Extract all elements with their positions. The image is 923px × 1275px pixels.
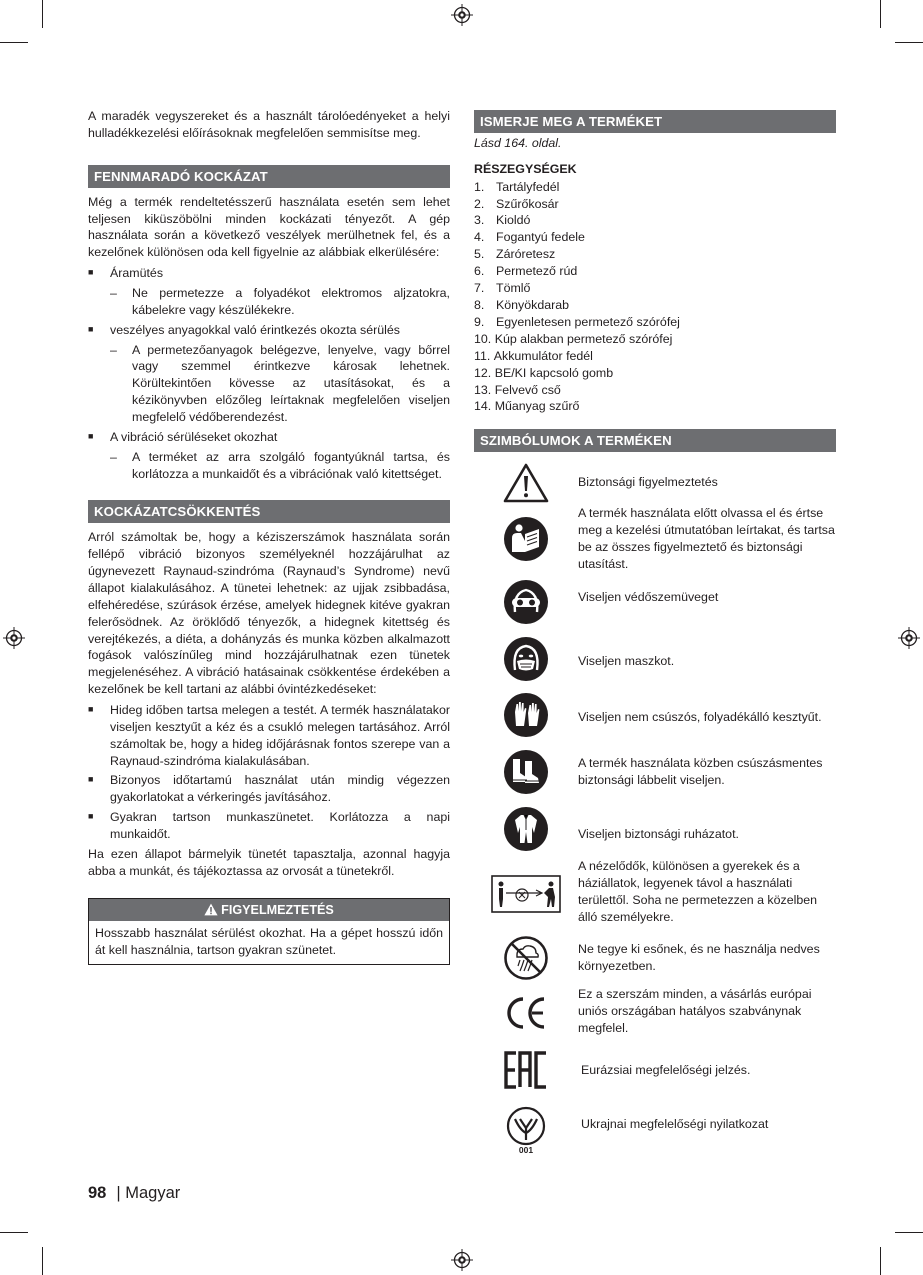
safety-goggles-icon: [503, 579, 549, 625]
list-item: [88, 265, 450, 319]
symbol-description: Ez a szerszám minden, a vásárlás európai uniós országában hatályos szabványnak megfelel.: [578, 986, 812, 1035]
symbol-description: Ne tegye ki esőnek, és ne használja nedves környezetben.: [578, 942, 820, 974]
right-column: [474, 110, 836, 1162]
parts-heading: RÉSZEGYSÉGEK: [474, 161, 577, 176]
list-item: 8. Könyökdarab: [474, 298, 570, 313]
list-item: 13. Felvevő cső: [474, 382, 561, 397]
list-item: 1. Tartályfedél: [474, 179, 560, 194]
warning-triangle-icon: [503, 463, 549, 503]
read-manual-icon: [503, 516, 549, 562]
symbol-row: [474, 856, 836, 932]
symbols-heading: SZIMBÓLUMOK A TERMÉKEN: [474, 429, 836, 452]
symbol-row: [474, 505, 836, 573]
parts-list: [474, 179, 836, 416]
registration-mark-icon: [451, 1249, 473, 1271]
symbol-row: [474, 932, 836, 984]
list-item: 6. Permetező rúd: [474, 264, 578, 279]
see-page-reference: Lásd 164. oldal.: [474, 135, 562, 150]
crop-mark: [42, 1247, 43, 1275]
symbol-row: [474, 801, 836, 856]
gloves-icon: [503, 692, 549, 738]
registration-mark-icon: [3, 627, 25, 649]
protective-clothing-icon: [503, 806, 549, 852]
list-item-label: veszélyes anyagokkal való érintkezés okozta sérülés: [110, 322, 400, 337]
symbol-description: Viseljen maszkot.: [578, 654, 675, 669]
symbol-row: [474, 1042, 836, 1098]
list-item: 5. Záróretesz: [474, 247, 556, 262]
eac-mark-icon: [504, 1051, 548, 1089]
keep-bystanders-away-icon: [491, 875, 561, 913]
risk-reduction-closing: Ha ezen állapot bármelyik tünetét tapasztalja, azonnal hagyja abba a munkát, és tájékoztassa az orvosát a tünetekről.: [88, 846, 450, 878]
risk-reduction-text: Arról számoltak be, hogy a kéziszerszámok használata során fellépő vibráció bizonyos személyeknél hozzájárulhat az úgynevezett Raynaud-szindróma (Raynaud’s Syndrome) nevű állapot kialakulásához. A tünetei lehetnek: az ujjak zsibbadása, elfehéredése, szúrások érzése, amelyek hidegnek kitéve gyakran felerősödnek. Az öröklődő tényezők, a hidegnek kitettség és verejtékezés, a diéta, a dohányzás és munka közben alkalmazott fogások valószínűleg mind hozzájárulhatnak ezen tünetek megjelenéséhez. A vibráció hatásainak csökkentése érdekében a kezelőnek be kell tartani az alábbi óvintézkedéseket:: [88, 530, 450, 697]
symbol-row: [474, 984, 836, 1042]
symbol-row: [474, 631, 836, 686]
list-item: 9. Egyenletesen permetező szórófej: [474, 314, 680, 329]
disposal-paragraph: A maradék vegyszereket és a használt tárolóedényeket a helyi hulladékkezelési előírásoknak megfelelően semmisítse meg.: [88, 109, 450, 140]
symbol-description: Ukrajnai megfelelőségi nyilatkozat: [581, 1116, 769, 1131]
know-product-heading: ISMERJE MEG A TERMÉKET: [474, 110, 836, 133]
warning-triangle-icon: [204, 903, 218, 916]
symbol-description: Viseljen nem csúszós, folyadékálló kesztyűt.: [578, 710, 822, 725]
page-number: 98: [88, 1184, 107, 1202]
footer-language: | Magyar: [116, 1184, 181, 1202]
symbol-description: A termék használata előtt olvassa el és értse meg a kezelési útmutatóban leírtakat, és tartsa be az összes figyelmeztető és biztonsági utasítást.: [578, 506, 835, 572]
list-item: [88, 429, 450, 483]
symbol-row: [474, 573, 836, 631]
list-item-label: A vibráció sérüléseket okozhat: [110, 429, 278, 444]
ukraine-mark-number: 001: [518, 1144, 534, 1155]
list-item: 12. BE/KI kapcsoló gomb: [474, 365, 614, 380]
crop-mark: [880, 0, 881, 28]
registration-mark-icon: [898, 627, 920, 649]
symbol-row: [474, 1098, 836, 1162]
list-item: ■ Bizonyos időtartamú használat után mindig végezzen gyakorlatokat a vérkeringés javításához.: [88, 772, 450, 806]
risk-reduction-heading: KOCKÁZATCSÖKKENTÉS: [88, 500, 450, 523]
symbol-description: A nézelődők, különösen a gyerekek és a háziállatok, legyenek távol a használati területtől. Soha ne permetezzen a közelben álló személyekre.: [578, 859, 818, 925]
list-item: [88, 322, 450, 426]
list-subitem: – A terméket az arra szolgáló fogantyúknál tartsa, és korlátozza a munkaidőt és a vibrációnak való kitettséget.: [110, 449, 450, 483]
crop-mark: [42, 0, 43, 28]
symbol-description: Biztonsági figyelmeztetés: [578, 475, 718, 490]
warning-text: Hosszabb használat sérülést okozhat. Ha a gépet hosszú időn át kell használnia, tartson gyakran szünetet.: [95, 925, 443, 957]
page-footer: [88, 1182, 180, 1204]
warning-heading-label: FIGYELMEZTETÉS: [221, 902, 334, 917]
list-item: 11. Akkumulátor fedél: [474, 348, 593, 363]
registration-mark-icon: [451, 4, 473, 26]
symbol-row: [474, 743, 836, 801]
symbol-row: [474, 460, 836, 505]
boots-icon: [503, 749, 549, 795]
crop-mark: [0, 42, 28, 43]
list-item: 4. Fogantyú fedele: [474, 230, 585, 245]
residual-risk-text: Még a termék rendeltetésszerű használata esetén sem lehet teljesen kiküszöbölni minden kockázati tényezőt. A gép használata során a következő veszélyek merülhetnek fel, és a kezelőnek különösen oda kell figyelnie az alábbiak elkerülésére:: [88, 194, 450, 260]
list-item: 14. Műanyag szűrő: [474, 399, 580, 414]
residual-risk-list: [88, 265, 450, 482]
list-item: 7. Tömlő: [474, 281, 531, 296]
no-rain-icon: [503, 935, 549, 981]
ukraine-mark-icon: [506, 1106, 546, 1146]
list-item: ■ Hideg időben tartsa melegen a testét. A termék használatakor viseljen kesztyűt a kéz és a csukló melegen tartásához. Arról számoltak be, hogy a hideg időjárásnak fontos szerepe van a Raynaud-szindróma kialakulásában.: [88, 702, 450, 769]
residual-risk-heading: FENNMARADÓ KOCKÁZAT: [88, 165, 450, 188]
crop-mark: [895, 1232, 923, 1233]
warning-box: [88, 898, 450, 966]
list-item: 10. Kúp alakban permetező szórófej: [474, 331, 673, 346]
crop-mark: [895, 42, 923, 43]
risk-reduction-list: [88, 702, 450, 843]
symbol-description: Viseljen védőszemüveget: [578, 589, 719, 604]
crop-mark: [0, 1232, 28, 1233]
mask-icon: [503, 636, 549, 682]
crop-mark: [880, 1247, 881, 1275]
list-subitem: – A permetezőanyagok belégezve, lenyelve, vagy bőrrel vagy szemmel érintkezve károsak lehetnek. Körültekintően kövesse az utasításokat, és a kézikönyvben előzőleg leírtaknak megfelelően viseljen megfelelő védőberendezést.: [110, 342, 450, 426]
symbol-description: A termék használata közben csúszásmentes biztonsági lábbelit viseljen.: [578, 756, 823, 788]
warning-heading: [89, 899, 449, 921]
left-column: [88, 108, 450, 965]
list-subitem: – Ne permetezze a folyadékot elektromos aljzatokra, kábelekre vagy készülékekre.: [110, 285, 450, 319]
ce-mark-icon: [503, 995, 549, 1031]
list-item: 3. Kioldó: [474, 213, 531, 228]
symbol-description: Eurázsiai megfelelőségi jelzés.: [581, 1062, 751, 1077]
symbol-row: [474, 686, 836, 743]
symbol-description: Viseljen biztonsági ruházatot.: [578, 827, 739, 842]
list-item: ■ Gyakran tartson munkaszünetet. Korlátozza a napi munkaidőt.: [88, 809, 450, 843]
list-item: 2. Szűrőkosár: [474, 196, 559, 211]
list-item-label: Áramütés: [110, 266, 164, 281]
